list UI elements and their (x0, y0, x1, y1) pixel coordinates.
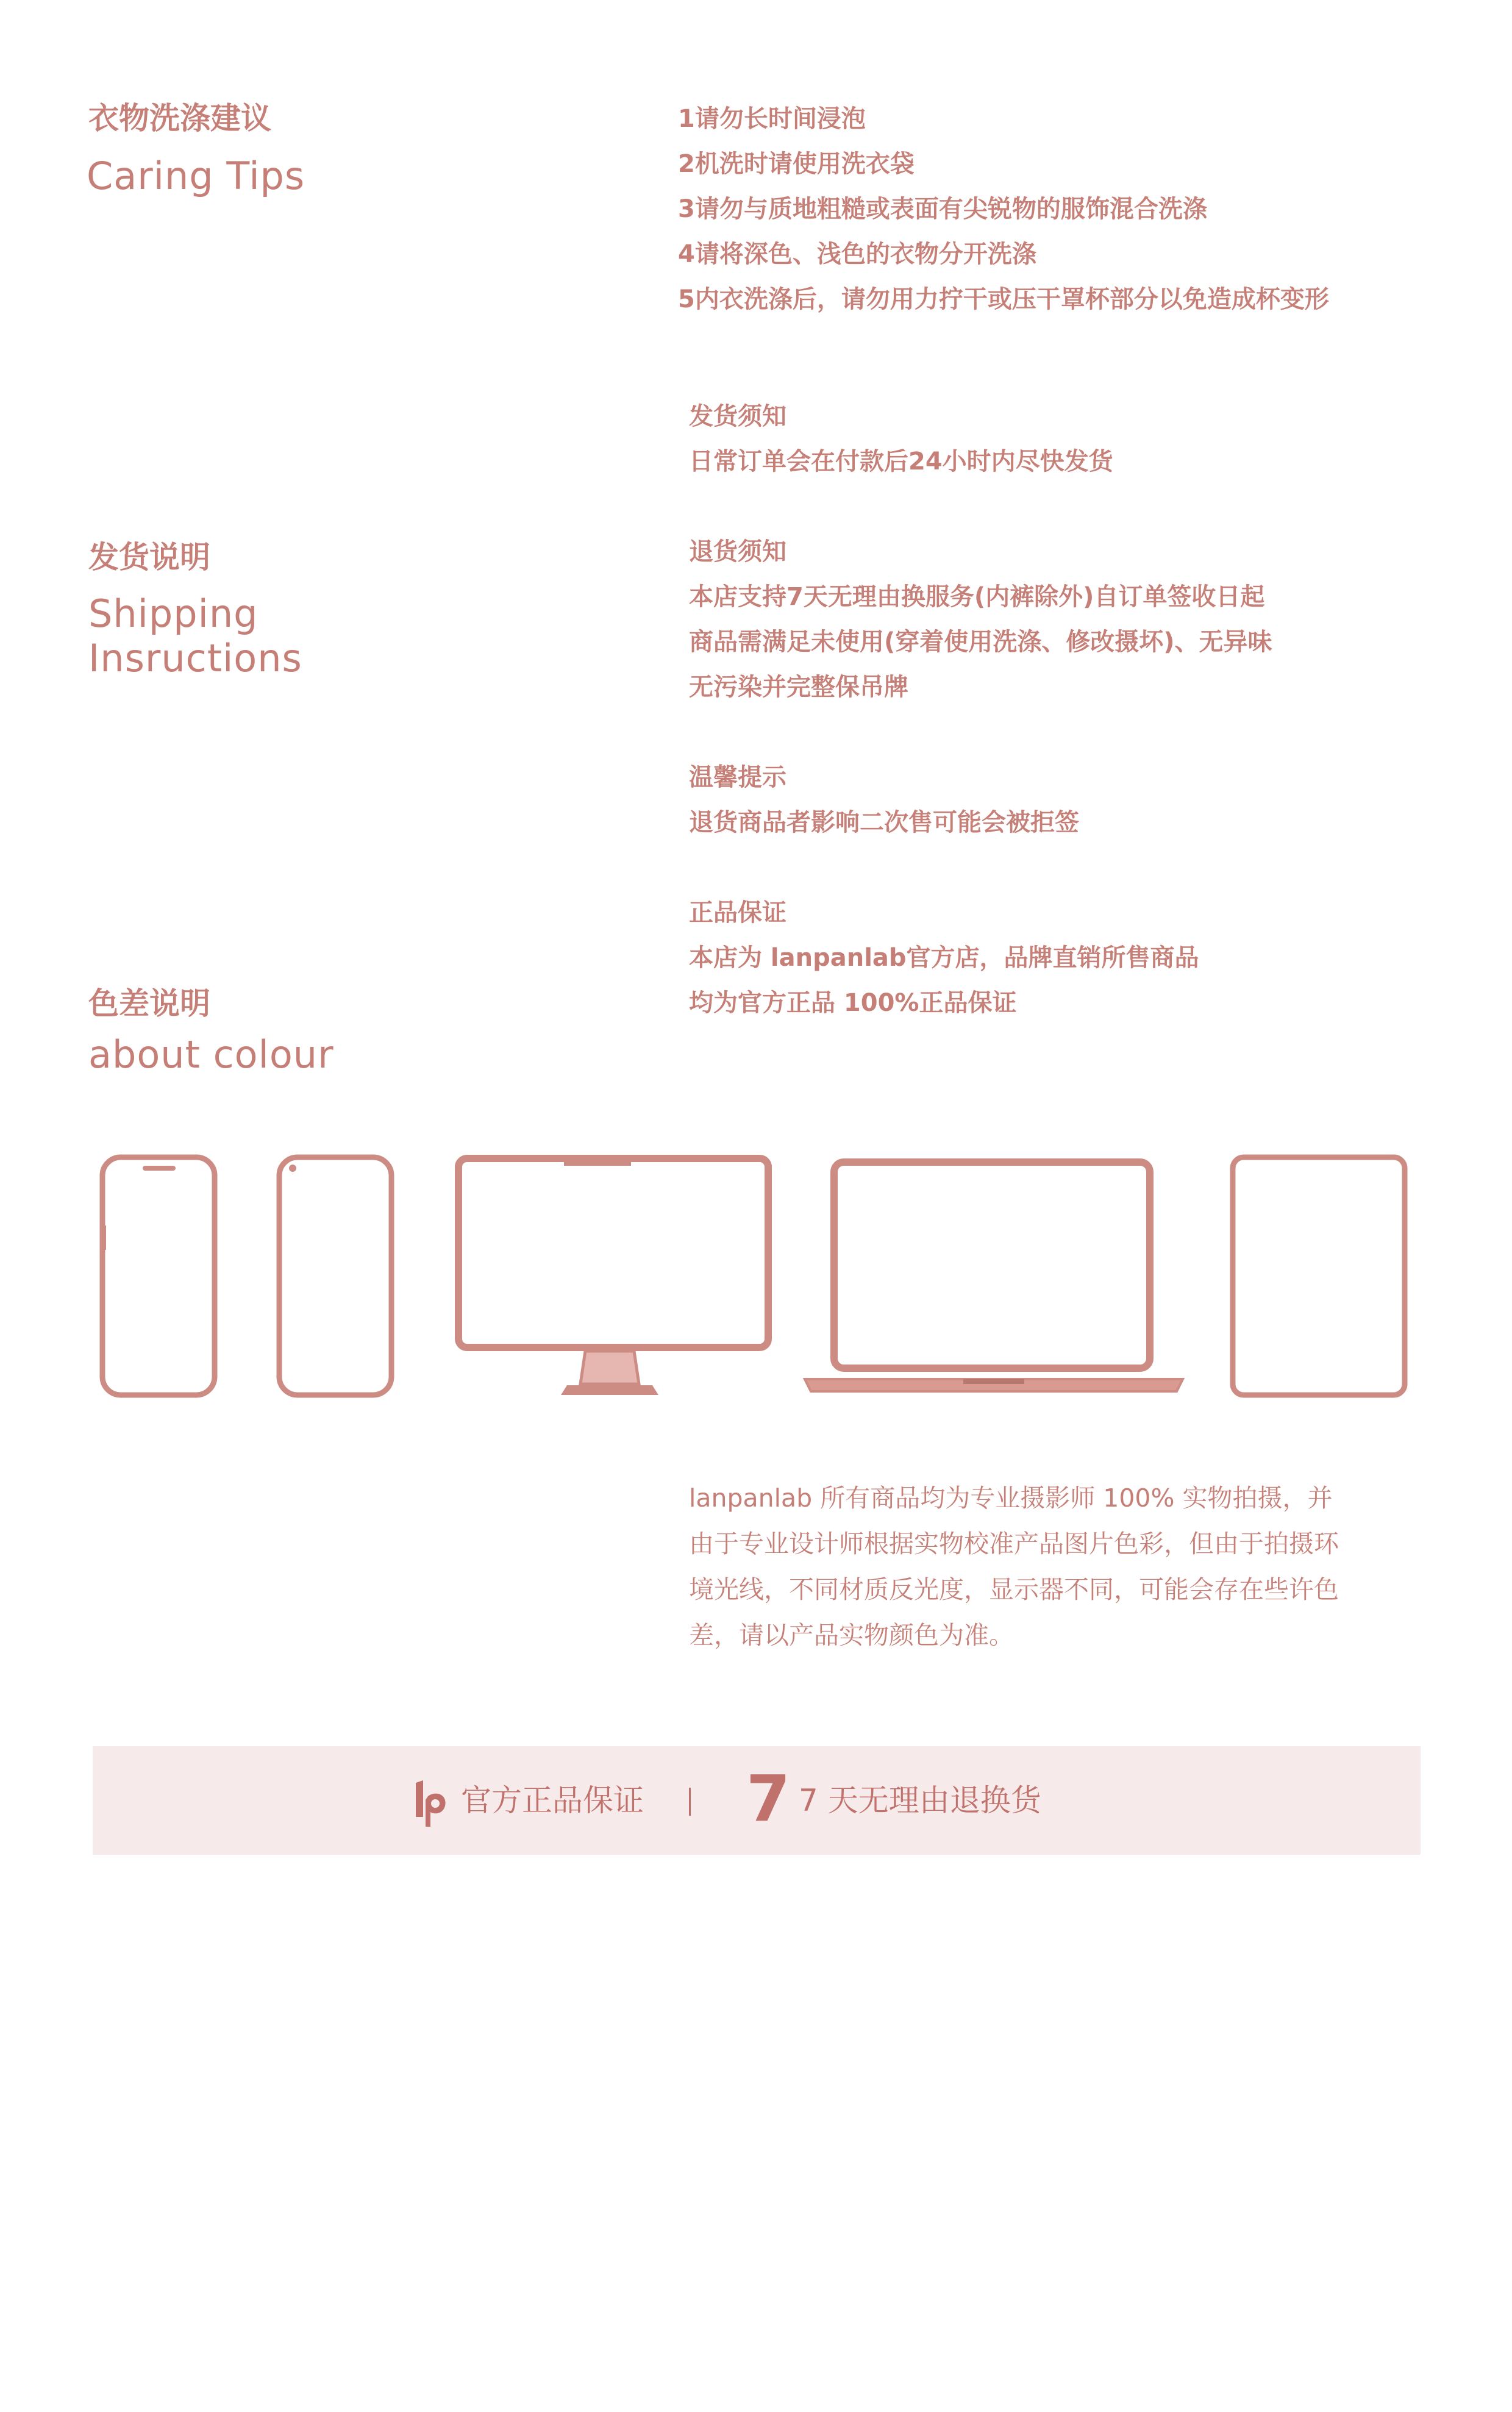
lp-logo-icon (412, 1779, 449, 1828)
returns-line: 无污染并完整保吊牌 (689, 673, 908, 701)
returns-section (689, 529, 1272, 710)
phone-icon (279, 1157, 391, 1395)
colour-paragraph-line: 境光线，不同材质反光度，显示器不同，可能会存在些许色 (689, 1575, 1339, 1604)
shipping-title-cn: 发货说明 (88, 540, 210, 575)
authentic-title: 正品保证 (689, 899, 786, 927)
colour-paragraph (689, 1475, 1339, 1658)
tablet-icon (1233, 1157, 1405, 1395)
caring-tip: 4请将深色、浅色的衣物分开洗涤 (678, 240, 1036, 268)
returns-line: 本店支持7天无理由换服务(内裤除外)自订单签收日起 (689, 583, 1265, 611)
tips-line: 退货商品者影响二次售可能会被拒签 (689, 808, 1079, 837)
authentic-section (689, 890, 1199, 1026)
phone-icon (102, 1157, 215, 1395)
colour-paragraph-line: lanpanlab 所有商品均为专业摄影师 100% 实物拍摄，并 (689, 1483, 1333, 1513)
shipping-title-en: Shipping (88, 591, 259, 636)
authentic-guarantee-label: 官方正品保证 (461, 1783, 644, 1818)
colour-paragraph-line: 差，请以产品实物颜色为准。 (689, 1621, 1014, 1650)
caring-tip: 1请勿长时间浸泡 (678, 105, 866, 133)
delivery-line: 日常订单会在付款后24小时内尽快发货 (689, 448, 1113, 476)
return-policy-label: 7 天无理由退换货 (799, 1783, 1041, 1818)
caring-title-cn: 衣物洗涤建议 (88, 101, 271, 136)
tips-section (689, 755, 1079, 845)
colour-title-en: about colour (88, 1032, 334, 1077)
authentic-line: 本店为 lanpanlab官方店，品牌直销所售商品 (689, 944, 1199, 972)
seven-days-mark: 7 (746, 1761, 791, 1836)
delivery-title: 发货须知 (689, 402, 786, 430)
caring-tip: 2机洗时请使用洗衣袋 (678, 150, 915, 178)
banner-divider (689, 1788, 691, 1816)
returns-title: 退货须知 (689, 538, 786, 566)
monitor-icon (458, 1158, 768, 1395)
colour-paragraph-line: 由于专业设计师根据实物校准产品图片色彩，但由于拍摄环 (689, 1529, 1339, 1558)
colour-title-cn: 色差说明 (88, 986, 210, 1021)
guarantee-banner (93, 1746, 1421, 1855)
caring-title-en: Caring Tips (87, 154, 305, 198)
caring-tip: 5内衣洗涤后，请勿用力拧干或压干罩杯部分以免造成杯变形 (678, 285, 1329, 313)
shipping-title-en: Insructions (88, 636, 302, 680)
laptop-icon (805, 1162, 1183, 1391)
delivery-section (689, 394, 1113, 484)
caring-tip: 3请勿与质地粗糙或表面有尖锐物的服饰混合洗涤 (678, 195, 1207, 223)
devices-illustration (0, 1134, 1512, 1415)
tips-title: 温馨提示 (689, 763, 786, 791)
authentic-line: 均为官方正品 100%正品保证 (689, 989, 1017, 1017)
caring-tips-list (678, 96, 1329, 322)
returns-line: 商品需满足未使用(穿着使用洗涤、修改摄坏)、无异味 (689, 628, 1272, 656)
